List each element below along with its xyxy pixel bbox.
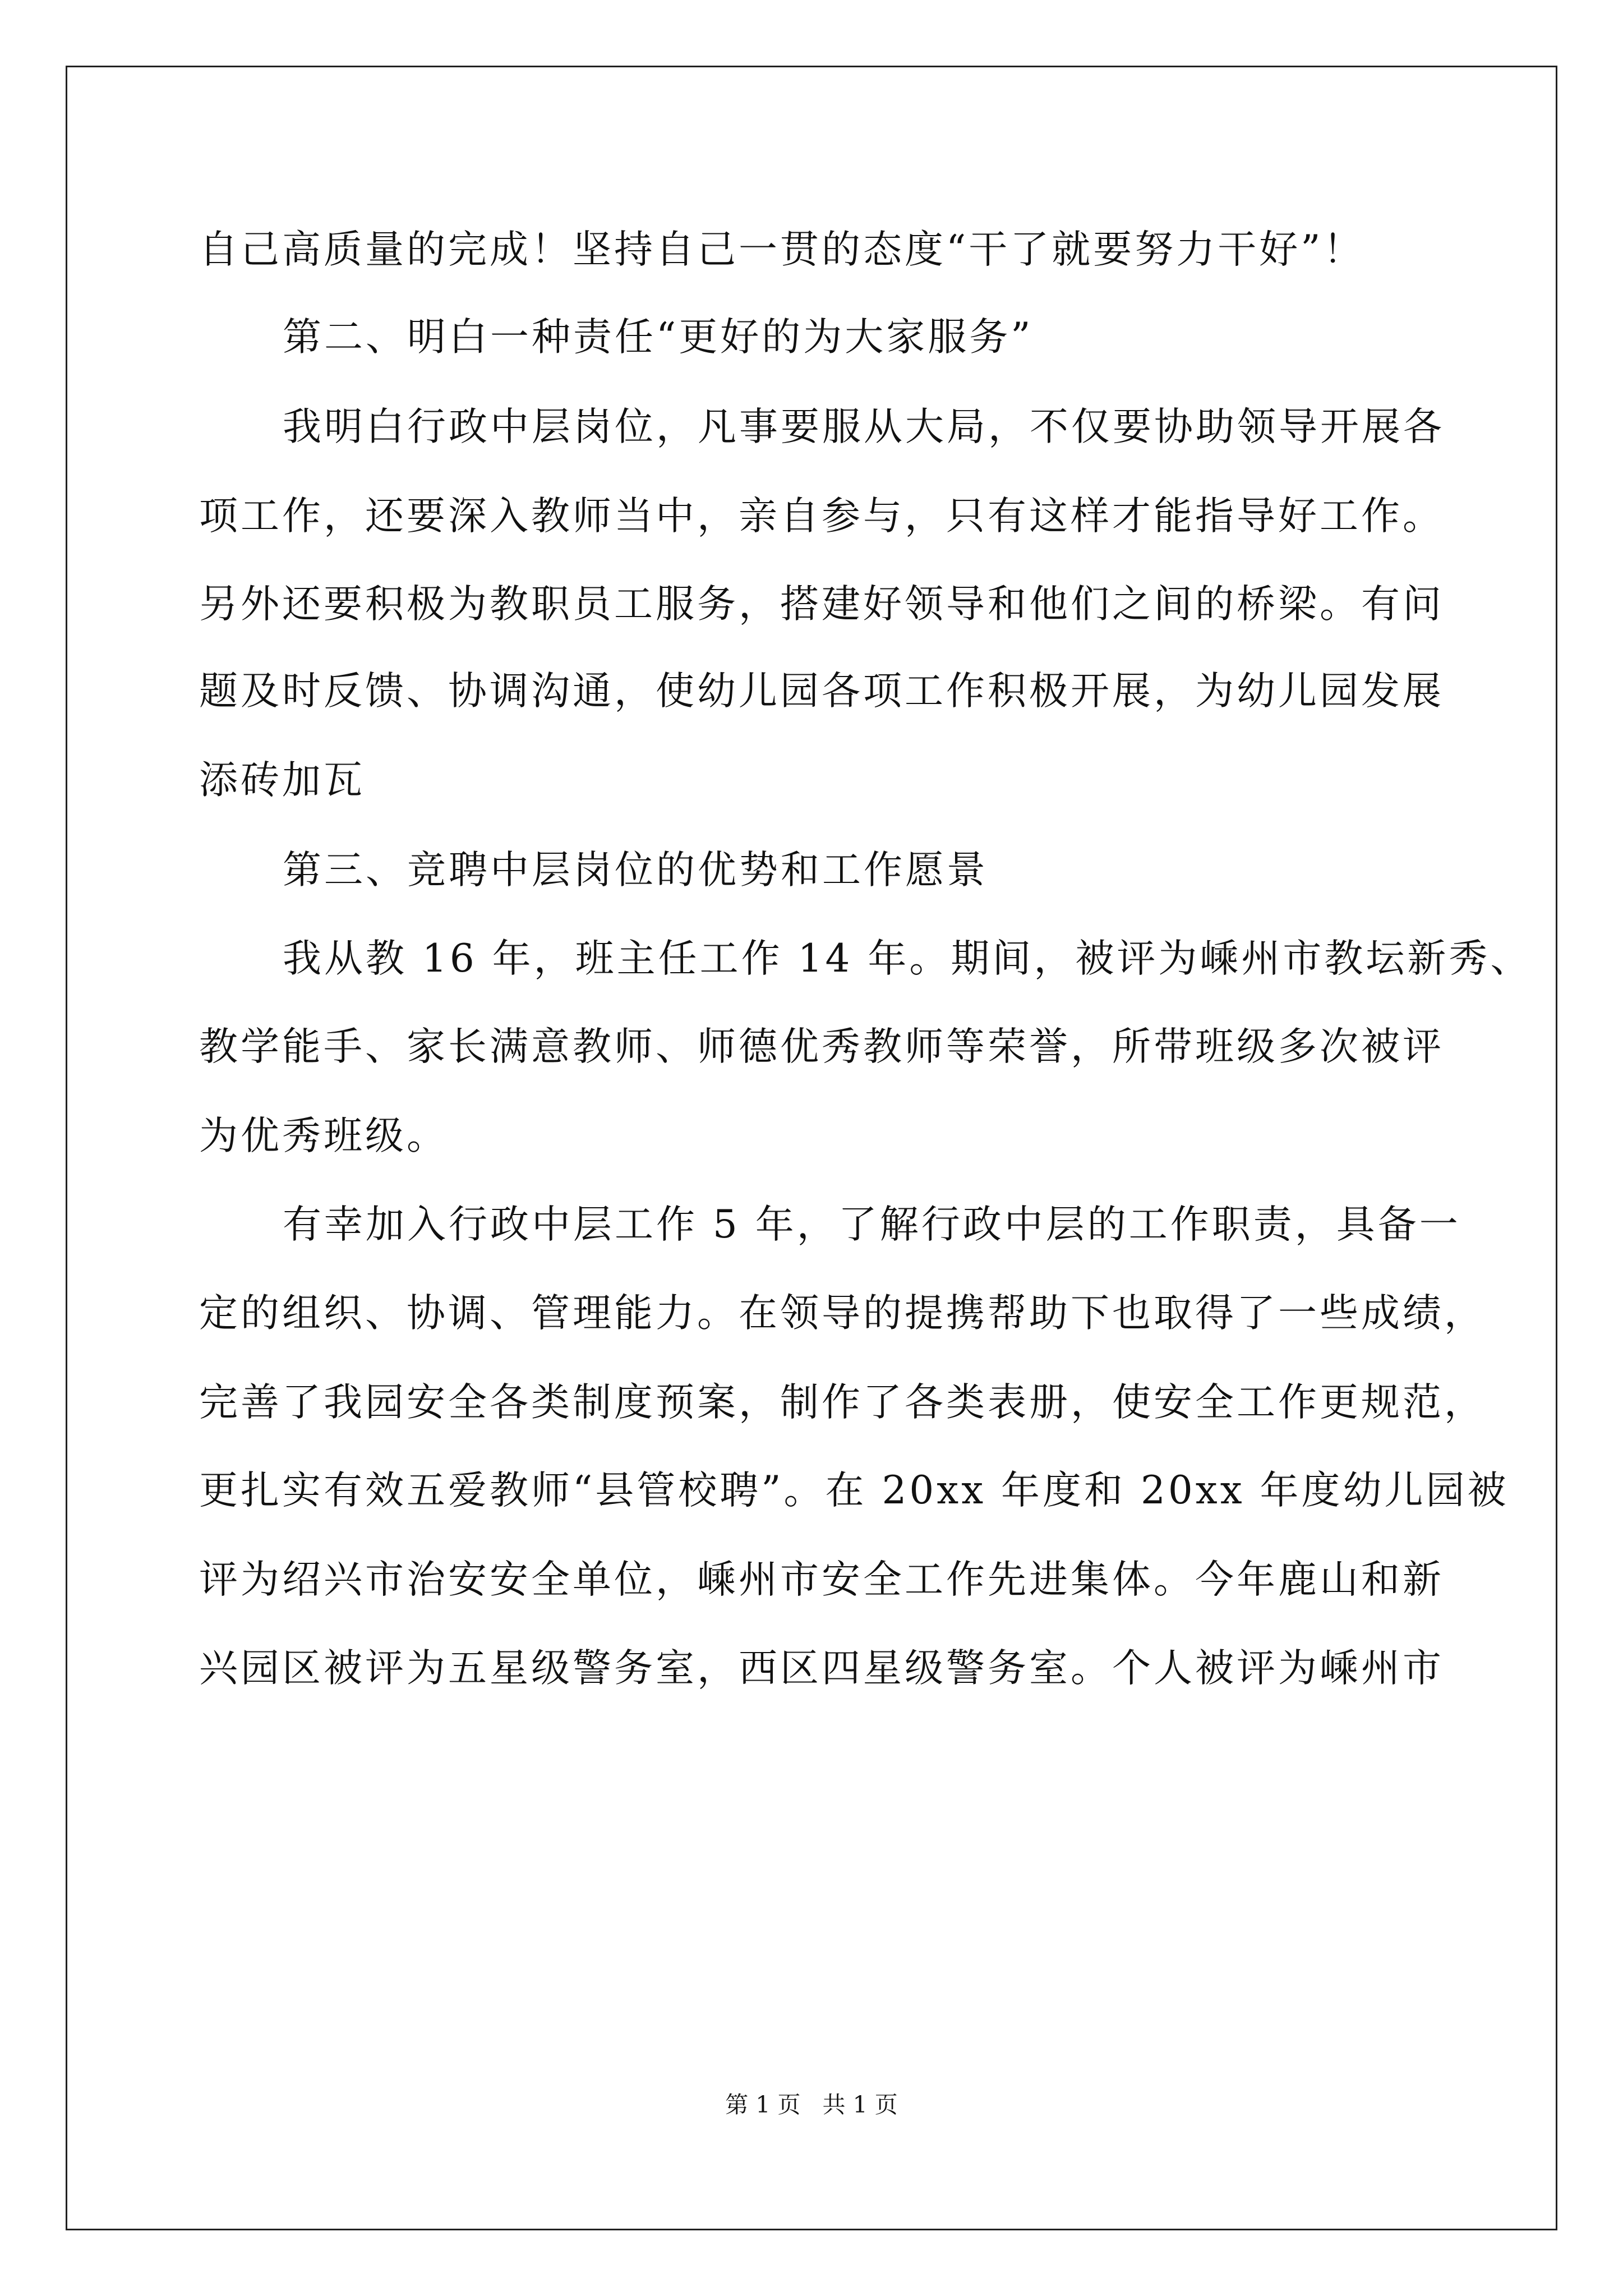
page-footer: 第 1 页 共 1 页 (725, 2091, 898, 2118)
section-heading: 第三、竞聘中层岗位的优势和工作愿景 (283, 848, 988, 892)
paragraph-first-line: 我从教 16 年，班主任工作 14 年。期间，被评为嵊州市教坛新秀、 (283, 936, 1532, 981)
text-line: 题及时反馈、协调沟通，使幼儿园各项工作积极开展，为幼儿园发展 (199, 669, 1444, 714)
text-line: 教学能手、家长满意教师、师德优秀教师等荣誉，所带班级多次被评 (199, 1024, 1444, 1069)
text-line: 为优秀班级。 (199, 1114, 448, 1158)
paragraph-first-line: 有幸加入行政中层工作 5 年，了解行政中层的工作职责，具备一 (283, 1202, 1461, 1247)
text-line: 更扎实有效五爱教师“县管校聘”。在 20xx 年度和 20xx 年度幼儿园被 (199, 1468, 1509, 1513)
text-line: 评为绍兴市治安安全单位，嵊州市安全工作先进集体。今年鹿山和新 (199, 1557, 1444, 1602)
text-line: 自己高质量的完成！坚持自己一贯的态度“干了就要努力干好”！ (199, 227, 1365, 272)
paragraph-first-line: 我明白行政中层岗位，凡事要服从大局，不仅要协助领导开展各 (283, 404, 1445, 449)
text-line: 完善了我园安全各类制度预案，制作了各类表册，使安全工作更规范， (199, 1380, 1486, 1425)
section-heading: 第二、明白一种责任“更好的为大家服务” (283, 315, 1034, 360)
text-line: 兴园区被评为五星级警务室，西区四星级警务室。个人被评为嵊州市 (199, 1646, 1444, 1691)
text-line: 添砖加瓦 (199, 758, 365, 803)
text-line: 项工作，还要深入教师当中，亲自参与，只有这样才能指导好工作。 (199, 494, 1444, 539)
text-line: 定的组织、协调、管理能力。在领导的提携帮助下也取得了一些成绩， (199, 1291, 1486, 1336)
text-line: 另外还要积极为教职员工服务，搭建好领导和他们之间的桥梁。有问 (199, 582, 1444, 627)
